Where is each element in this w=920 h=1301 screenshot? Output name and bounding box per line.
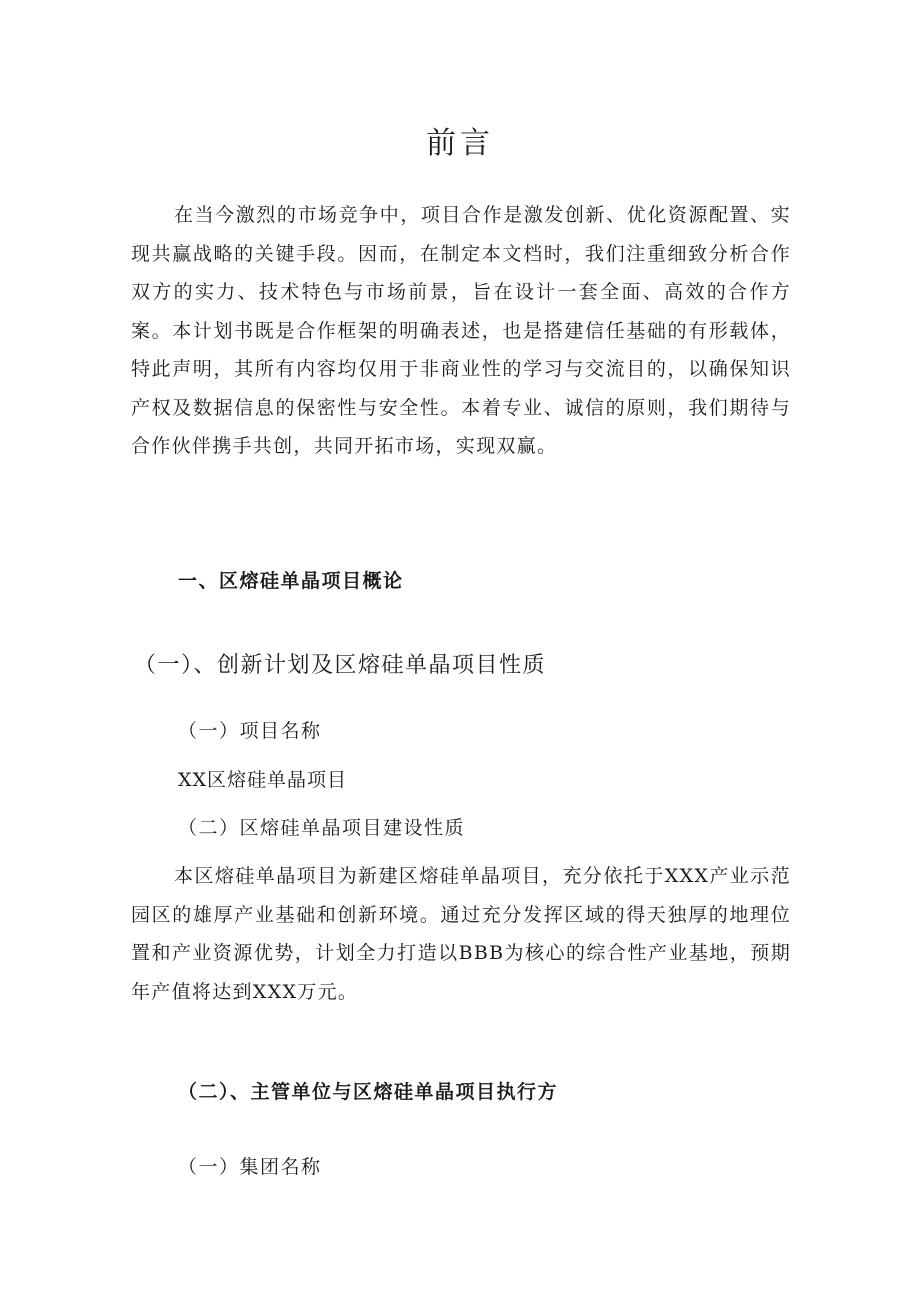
page-title: 前言 <box>426 126 494 161</box>
subsection-heading-innovation-plan: （一）、创新计划及区熔硅单晶项目性质 <box>134 653 547 678</box>
item-project-name-label: （一）项目名称 <box>178 720 322 742</box>
item-group-name-label: （一）集团名称 <box>178 1156 322 1178</box>
preface-paragraph: 在当今激烈的市场竞争中，项目合作是激发创新、优化资源配置、实现共赢战略的关键手段。因而，在制定本文档时，我们注重细致分析合作双方的实力、技术特色与市场前景，旨在设计一套全面、高效的合作方案。本计划书既是合作框架的明确表述，也是搭建信任基础的有形载体，特此声明，其所有内容均仅用于非商业性的学习与交流目的，以确保知识产权及数据信息的保密性与安全性。本着专业、诚信的原则，我们期待与合作伙伴携手共创，共同开拓市场，实现双赢。 <box>131 204 791 457</box>
section-heading-overview: 一、区熔硅单晶项目概论 <box>178 570 404 592</box>
item-construction-nature-label: （二）区熔硅单晶项目建设性质 <box>178 817 466 839</box>
subsection-heading-authority-executor: （二）、主管单位与区熔硅单晶项目执行方 <box>178 1081 559 1103</box>
construction-nature-paragraph: 本区熔硅单晶项目为新建区熔硅单晶项目，充分依托于XXX产业示范园区的雄厚产业基础和创新环境。通过充分发挥区域的得天独厚的地理位置和产业资源优势，计划全力打造以BBB为核心的综合性产业基地，预期年产值将达到XXX万元。 <box>131 865 791 1003</box>
item-project-name-value: XX区熔硅单晶项目 <box>178 769 348 791</box>
